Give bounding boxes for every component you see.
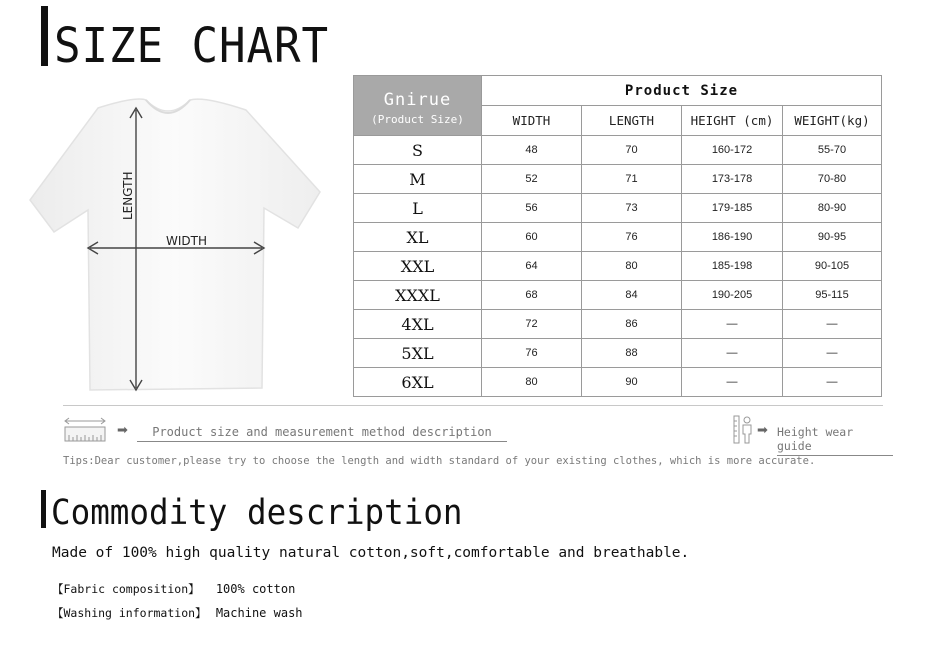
weight-cell: 95-115 (783, 281, 882, 310)
size-table (353, 75, 882, 397)
fabric-label: 【Fabric composition】 (52, 582, 200, 596)
size-cell: 5XL (354, 339, 482, 368)
brand-header-cell (354, 76, 482, 136)
table-row (354, 368, 882, 397)
table-row (354, 310, 882, 339)
width-cell: 64 (482, 252, 582, 281)
product-size-header: Product Size (482, 76, 882, 106)
column-header-weight: WEIGHT(kg) (783, 106, 882, 136)
length-cell: 86 (582, 310, 682, 339)
tips-text: Tips:Dear customer,please try to choose the length and width standard of your existing clothes, which is more accurate. (63, 455, 816, 467)
brand-subtitle: (Product Size) (371, 112, 464, 126)
length-cell: 90 (582, 368, 682, 397)
width-cell: 80 (482, 368, 582, 397)
commodity-accent-bar (41, 490, 46, 528)
width-cell: 76 (482, 339, 582, 368)
width-cell: 72 (482, 310, 582, 339)
washing-label: 【Washing information】 (52, 606, 207, 620)
commodity-description: Made of 100% high quality natural cotton,soft,comfortable and breathable. (52, 545, 690, 561)
width-label: WIDTH (166, 234, 207, 248)
arrow-right-icon: ➡ (117, 423, 128, 438)
weight-cell: — (783, 310, 882, 339)
fabric-value: 100% cotton (215, 582, 296, 596)
length-cell: 76 (582, 223, 682, 252)
width-cell: 60 (482, 223, 582, 252)
height-cell: 185-198 (682, 252, 783, 281)
length-cell: 73 (582, 194, 682, 223)
weight-cell: 55-70 (783, 136, 882, 165)
page-title: SIZE CHART (54, 18, 330, 74)
weight-cell: — (783, 339, 882, 368)
height-cell: — (682, 339, 783, 368)
table-row (354, 252, 882, 281)
table-row (354, 281, 882, 310)
size-cell: M (354, 165, 482, 194)
washing-value: Machine wash (215, 606, 303, 620)
height-wear-guide-link[interactable]: Height wear guide (777, 425, 893, 456)
width-cell: 56 (482, 194, 582, 223)
column-header-height: HEIGHT (cm) (682, 106, 783, 136)
fabric-row (52, 581, 295, 597)
weight-cell: 90-105 (783, 252, 882, 281)
measurement-guide (63, 415, 893, 453)
width-cell: 52 (482, 165, 582, 194)
size-cell: 4XL (354, 310, 482, 339)
width-cell: 68 (482, 281, 582, 310)
size-cell: 6XL (354, 368, 482, 397)
table-row (354, 223, 882, 252)
length-cell: 70 (582, 136, 682, 165)
table-row (354, 194, 882, 223)
size-cell: L (354, 194, 482, 223)
length-cell: 84 (582, 281, 682, 310)
weight-cell: 80-90 (783, 194, 882, 223)
brand-name: Gnirue (383, 89, 452, 110)
title-accent-bar (41, 6, 48, 66)
height-person-icon (733, 415, 755, 445)
weight-cell: 70-80 (783, 165, 882, 194)
table-row (354, 165, 882, 194)
column-header-length: LENGTH (582, 106, 682, 136)
height-cell: 179-185 (682, 194, 783, 223)
weight-cell: — (783, 368, 882, 397)
length-cell: 88 (582, 339, 682, 368)
size-cell: XXL (354, 252, 482, 281)
length-label: LENGTH (121, 171, 135, 220)
table-row (354, 339, 882, 368)
height-cell: 173-178 (682, 165, 783, 194)
table-row (354, 136, 882, 165)
length-cell: 80 (582, 252, 682, 281)
washing-row (52, 605, 303, 621)
width-cell: 48 (482, 136, 582, 165)
size-cell: XXXL (354, 281, 482, 310)
ruler-icon (63, 417, 109, 443)
size-cell: XL (354, 223, 482, 252)
divider (63, 405, 883, 406)
size-cell: S (354, 136, 482, 165)
height-cell: 186-190 (682, 223, 783, 252)
column-header-width: WIDTH (482, 106, 582, 136)
weight-cell: 90-95 (783, 223, 882, 252)
height-cell: — (682, 310, 783, 339)
height-cell: — (682, 368, 783, 397)
measurement-method-link[interactable]: Product size and measurement method description (137, 425, 507, 442)
commodity-title: Commodity description (51, 493, 463, 533)
length-cell: 71 (582, 165, 682, 194)
tshirt-illustration (28, 96, 328, 396)
arrow-right-icon: ➡ (757, 423, 768, 438)
height-cell: 190-205 (682, 281, 783, 310)
height-cell: 160-172 (682, 136, 783, 165)
